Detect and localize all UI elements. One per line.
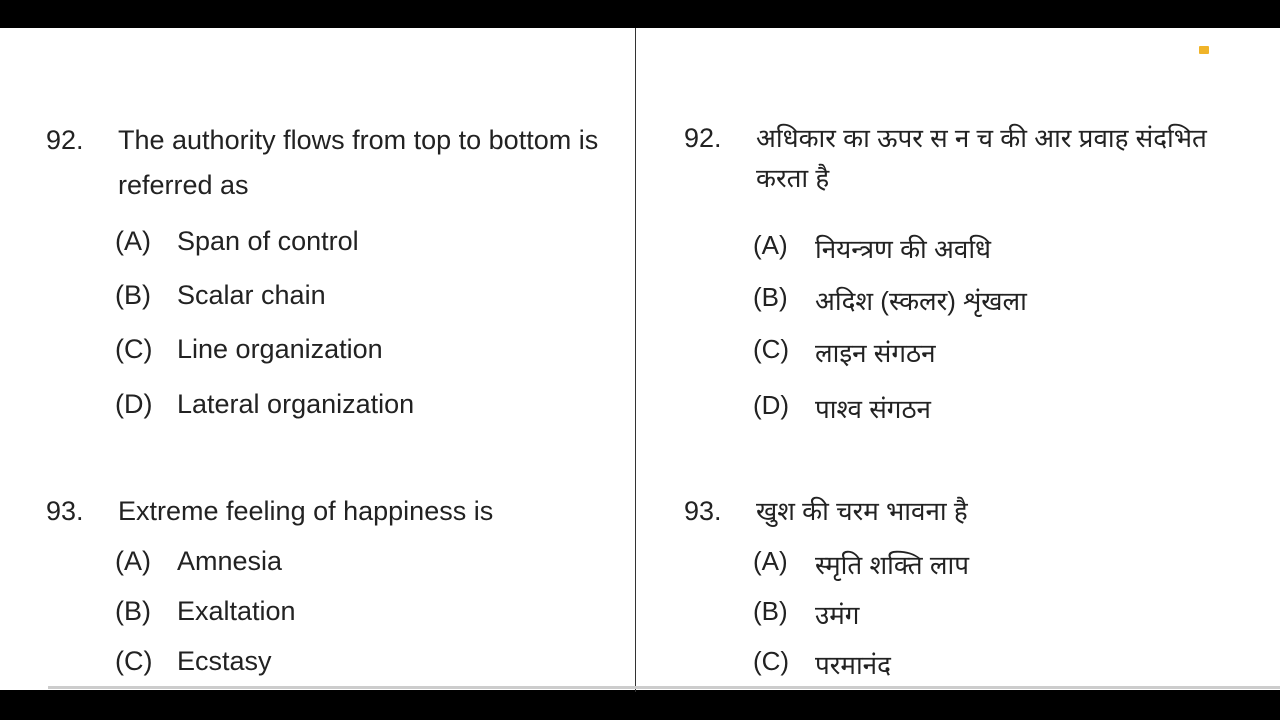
option-text: Scalar chain [177,280,326,310]
option-label: (B) [115,596,151,626]
option-label: (A) [115,226,151,256]
option-text: Ecstasy [177,646,272,676]
column-divider [635,28,636,692]
question-text: Extreme feeling of happiness is [118,496,494,526]
option-label: (A) [115,546,151,576]
question-number: 92. [684,123,722,153]
option-text: स्मृति शक्ति लाप [815,550,969,580]
option-label: (C) [753,646,790,676]
option-label: (A) [753,230,788,260]
question-text: The authority flows from top to bottom is referred as [118,125,599,200]
page-bottom-rule [48,686,1280,689]
option-text: उमंग [815,600,860,630]
option-text: पाश्व संगठन [815,394,931,424]
option-label: (D) [753,390,790,420]
option-label: (D) [115,389,153,419]
option-label: (B) [753,282,788,312]
option-label: (B) [753,596,788,626]
option-text: Amnesia [177,546,283,576]
option-text: Line organization [177,334,383,364]
question-number: 93. [46,496,84,526]
option-text: Span of control [177,226,359,256]
option-text: लाइन संगठन [815,338,936,368]
option-text: नियन्त्रण की अवधि [815,234,992,264]
option-label: (B) [115,280,151,310]
highlight-marker-icon [1199,46,1209,54]
option-text: अदिश (स्कलर) शृंखला [815,286,1027,316]
option-label: (C) [753,334,790,364]
option-label: (C) [115,334,153,364]
option-text: Lateral organization [177,389,415,419]
question-text: अधिकार का ऊपर स न च की आर प्रवाह संदभित करता है [756,123,1207,193]
question-number: 93. [684,496,722,526]
option-label: (A) [753,546,788,576]
question-text: खुश की चरम भावना है [756,496,968,526]
question-number: 92. [46,125,84,155]
option-label: (C) [115,646,153,676]
option-text: परमानंद [815,650,891,680]
option-text: Exaltation [177,596,296,626]
